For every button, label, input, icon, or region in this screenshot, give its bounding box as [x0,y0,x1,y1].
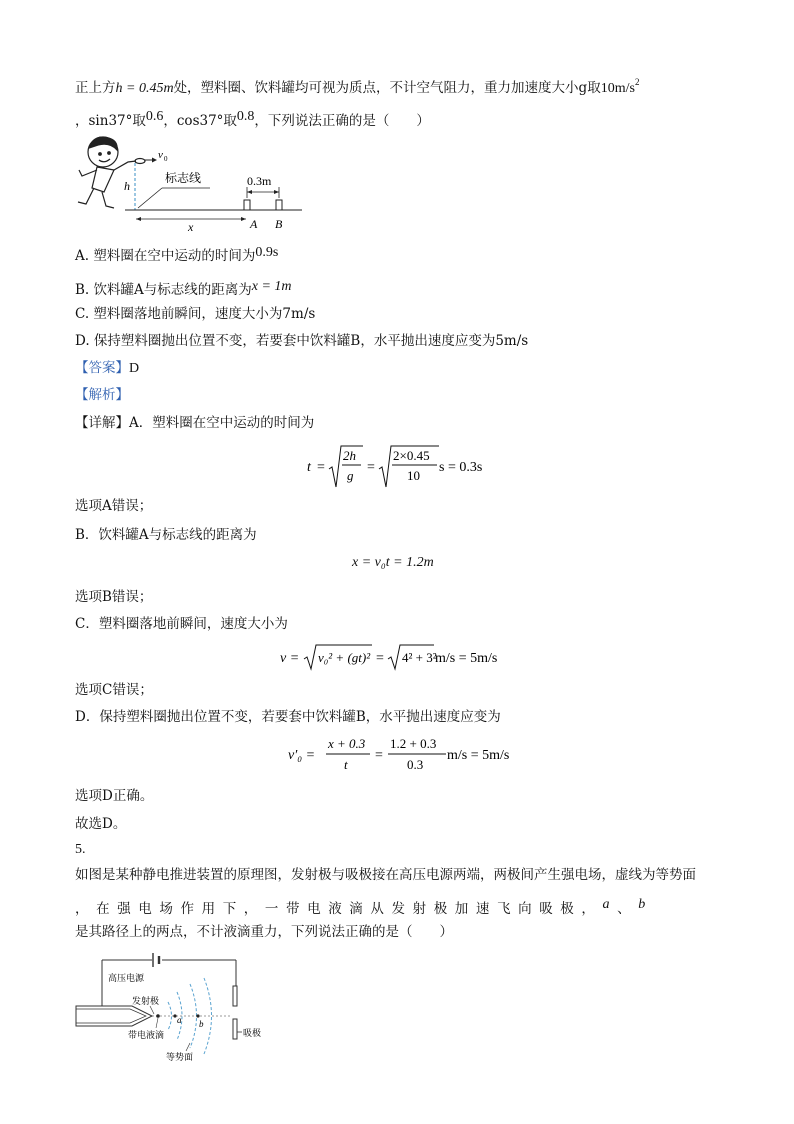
conclusion-b: 选项B错误； [75,589,153,605]
distance-label: 0.3m [247,174,272,188]
equation-4 [286,732,516,778]
v0-sub: 0 [164,155,168,163]
final-answer: 故选D。 [75,816,127,832]
option-b: B. 饮料罐A与标志线的距离为x = 1m [75,279,292,298]
equation-3 [278,642,528,672]
svg-text:m/s = 5m/s: m/s = 5m/s [435,651,498,666]
q5-number: 5. [75,842,86,857]
conclusion-c: 选项C错误； [75,682,153,698]
option-a: A. 塑料圈在空中运动的时间为0.9s [75,245,279,264]
svg-text:2×0.45: 2×0.45 [393,448,430,463]
a-label: A [250,217,258,231]
equipotential-label: 等势面 [166,1052,194,1062]
can-b [276,200,282,210]
svg-text:2h: 2h [343,448,356,463]
svg-text:10: 10 [407,468,420,483]
q5-figure [74,948,274,1063]
q5-stem-line2: ，在强电场作用下，一带电液滴从发射极加速飞向吸极，a、b [75,897,653,917]
analysis-label: 【解析】 [75,387,129,403]
svg-text:s = 0.3s: s = 0.3s [439,460,483,475]
collector-upper [233,986,237,1006]
q4-stem-line2: ，sin37°取0.6，cos37°取0.8，下列说法正确的是（ ） [75,109,430,129]
q5-stem-line1: 如图是某种静电推进装置的原理图，发射极与吸极接在高压电源两端，两极间产生强电场，虚线为等势面 [75,867,696,883]
svg-text:v =: v = [280,651,300,666]
conclusion-d: 选项D正确。 [75,788,154,804]
svg-text:t: t [307,460,311,475]
svg-text:=: = [375,748,383,763]
svg-text:v′₀ =: v′₀ = [288,748,316,763]
svg-text:0.3: 0.3 [407,757,424,772]
power-label: 高压电源 [108,973,145,983]
point-a-label: a [177,1015,182,1025]
g-value: 10m/s [600,81,635,96]
v0-label: v [158,149,163,161]
q5-stem-line3: 是其路径上的两点，不计液滴重力，下列说法正确的是（ ） [75,924,453,940]
h-label: h [124,179,130,193]
detail-b: B．饮料罐A与标志线的距离为 [75,527,257,543]
svg-text:4² + 3²: 4² + 3² [402,650,437,665]
q4-stem-line1: 正上方h = 0.45m处，塑料圈、饮料罐均可视为质点，不计空气阻力，重力加速度大小g取$10m/s^2$ [75,77,640,96]
collector-label: 吸极 [243,1028,262,1038]
collector-lower [233,1019,237,1039]
point-b-label: b [199,1019,204,1029]
emitter-label: 发射极 [132,996,160,1006]
svg-text:m/s = 5m/s: m/s = 5m/s [447,748,510,763]
x-label: x [188,220,194,234]
mark-line-label: 标志线 [165,171,202,185]
svg-text:=: = [317,460,325,475]
point-b [196,1014,199,1017]
b-label: B [275,217,283,231]
svg-text:v₀² + (gt)²: v₀² + (gt)² [318,650,371,665]
svg-text:1.2 + 0.3: 1.2 + 0.3 [390,736,437,751]
answer-line: 【答案】D [75,360,140,376]
can-a [244,200,250,210]
droplet-dot [156,1014,160,1018]
detail-a: 【详解】A．塑料圈在空中运动的时间为 [75,415,315,431]
detail-c: C．塑料圈落地前瞬间，速度大小为 [75,616,288,632]
svg-text:t: t [344,757,348,772]
droplet-label: 带电液滴 [128,1030,165,1040]
svg-text:x + 0.3: x + 0.3 [328,736,366,751]
person-icon [78,137,136,208]
svg-text:=: = [367,460,375,475]
option-c: C. 塑料圈落地前瞬间，速度大小为7m/s [75,306,316,322]
svg-text:=: = [376,651,384,666]
h-value: h = 0.45m [115,81,174,96]
equation-2: x = v₀t = 1.2m [352,555,434,570]
detail-d: D．保持塑料圈抛出位置不变，若要套中饮料罐B，水平抛出速度应变为 [75,709,501,725]
equation-1 [305,443,505,491]
conclusion-a: 选项A错误； [75,498,153,514]
q4-figure [70,130,310,235]
svg-text:g: g [347,468,354,483]
option-d: D. 保持塑料圈抛出位置不变，若要套中饮料罐B，水平抛出速度应变为5m/s [75,333,529,349]
